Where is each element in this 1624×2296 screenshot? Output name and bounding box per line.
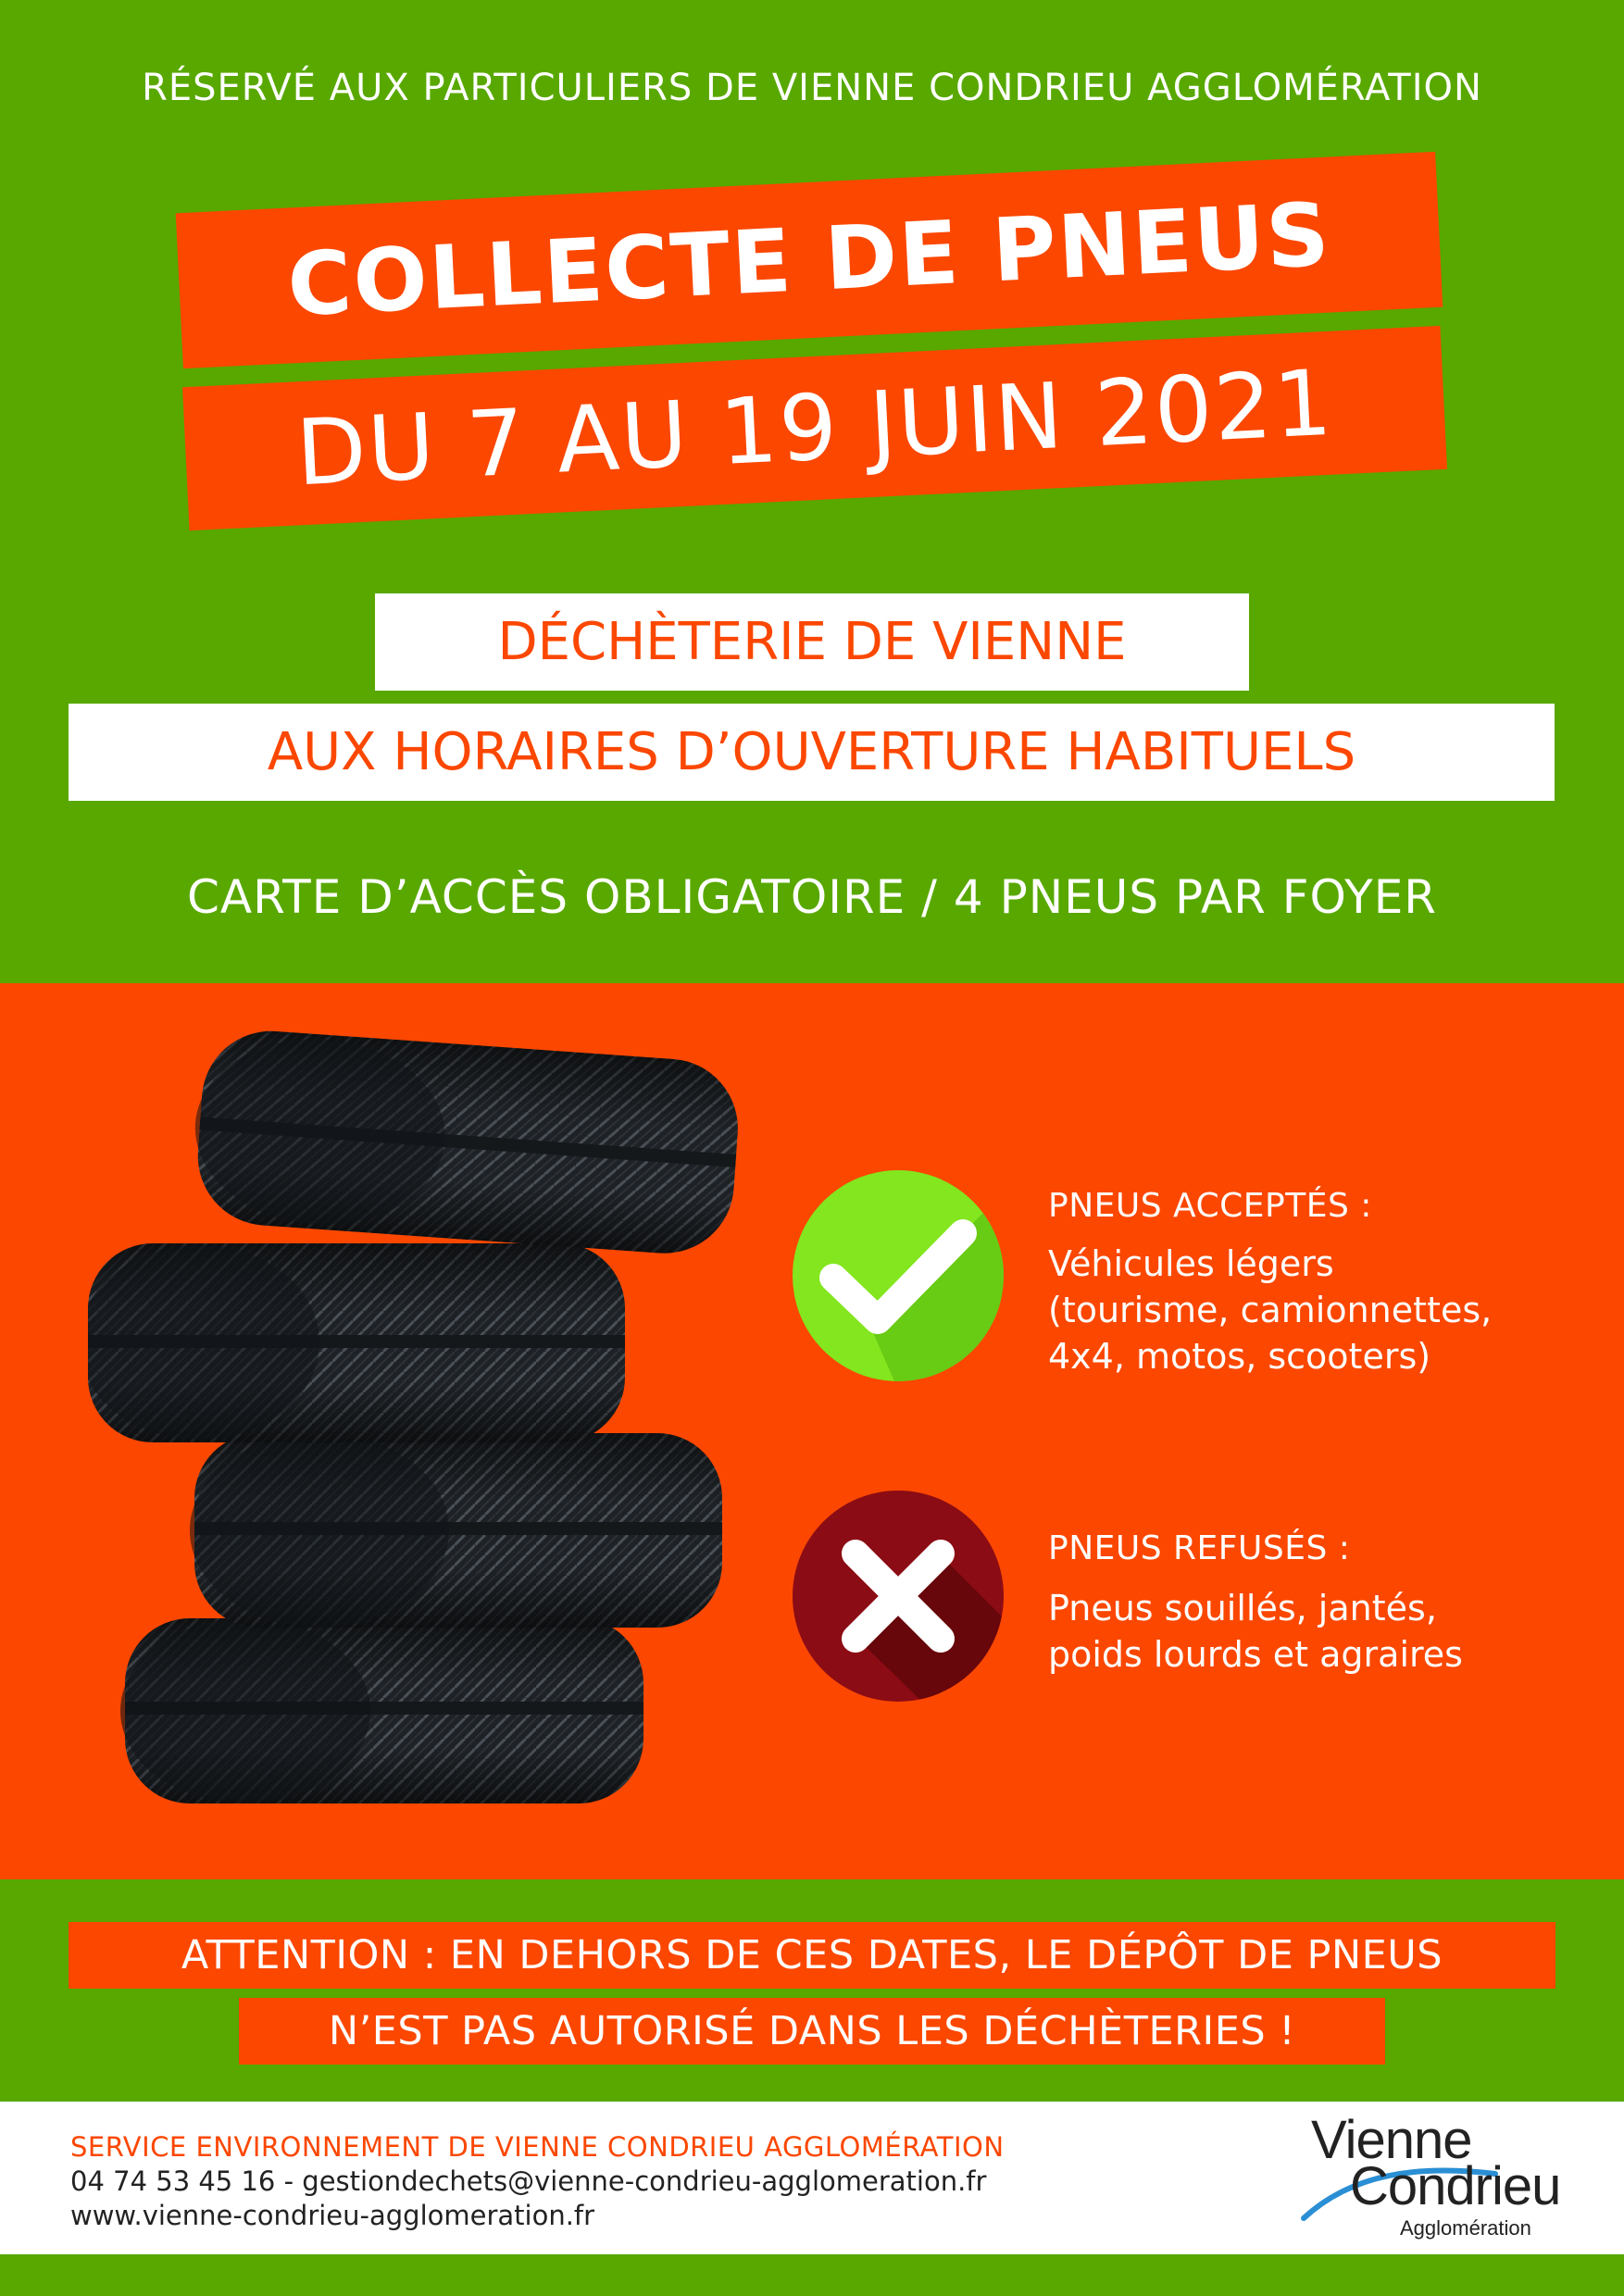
bottom-background bbox=[0, 1879, 1624, 2102]
location-label: DÉCHÈTERIE DE VIENNE bbox=[497, 612, 1127, 672]
accepted-line: Véhicules légers bbox=[1048, 1243, 1334, 1284]
warning-line-1 bbox=[69, 1922, 1555, 1989]
reserve-notice: RÉSERVÉ AUX PARTICULIERS DE VIENNE CONDRIEU AGGLOMÉRATION bbox=[142, 67, 1482, 109]
service-name: SERVICE ENVIRONNEMENT DE VIENNE CONDRIEU AGGLOMÉRATION bbox=[70, 2131, 1005, 2163]
tyre-stack-icon bbox=[88, 1026, 755, 1850]
warning-line-2 bbox=[239, 1998, 1385, 2065]
accepted-line: 4x4, motos, scooters) bbox=[1048, 1336, 1431, 1377]
bottom-strip bbox=[0, 2254, 1624, 2296]
cross-icon bbox=[793, 1491, 1004, 1702]
location-box bbox=[375, 593, 1249, 691]
refused-details bbox=[1048, 1585, 1567, 1678]
hours-label: AUX HORAIRES D’OUVERTURE HABITUELS bbox=[267, 722, 1356, 782]
refused-line: Pneus souillés, jantés, bbox=[1048, 1588, 1437, 1628]
refused-line: poids lourds et agraires bbox=[1048, 1634, 1463, 1675]
logo-line-1: Vienne bbox=[1311, 2110, 1472, 2170]
logo-line-2: Condrieu bbox=[1350, 2156, 1561, 2216]
event-dates: DU 7 AU 19 JUIN 2021 bbox=[294, 350, 1336, 506]
hours-box bbox=[69, 704, 1555, 801]
access-notice: CARTE D’ACCÈS OBLIGATOIRE / 4 PNEUS PAR FOYER bbox=[186, 870, 1438, 924]
accepted-heading: PNEUS ACCEPTÉS : bbox=[1048, 1187, 1372, 1225]
contact-info[interactable]: 04 74 53 45 16 - gestiondechets@vienne-condrieu-agglomeration.fr bbox=[70, 2165, 987, 2197]
accepted-line: (tourisme, camionnettes, bbox=[1048, 1290, 1493, 1330]
warning-text: ATTENTION : EN DEHORS DE CES DATES, LE DÉPÔT DE PNEUS bbox=[181, 1932, 1443, 1978]
accepted-badge bbox=[793, 1170, 1004, 1381]
checkmark-icon bbox=[793, 1170, 1004, 1381]
agglomeration-logo bbox=[1296, 2109, 1574, 2248]
accepted-details bbox=[1048, 1241, 1567, 1379]
refused-badge bbox=[793, 1491, 1004, 1702]
logo-line-3: Agglomération bbox=[1400, 2216, 1531, 2240]
website-link[interactable]: www.vienne-condrieu-agglomeration.fr bbox=[70, 2200, 595, 2231]
warning-text: N’EST PAS AUTORISÉ DANS LES DÉCHÈTERIES ! bbox=[328, 2008, 1296, 2054]
refused-heading: PNEUS REFUSÉS : bbox=[1048, 1529, 1351, 1567]
page-title: COLLECTE DE PNEUS bbox=[285, 184, 1333, 336]
